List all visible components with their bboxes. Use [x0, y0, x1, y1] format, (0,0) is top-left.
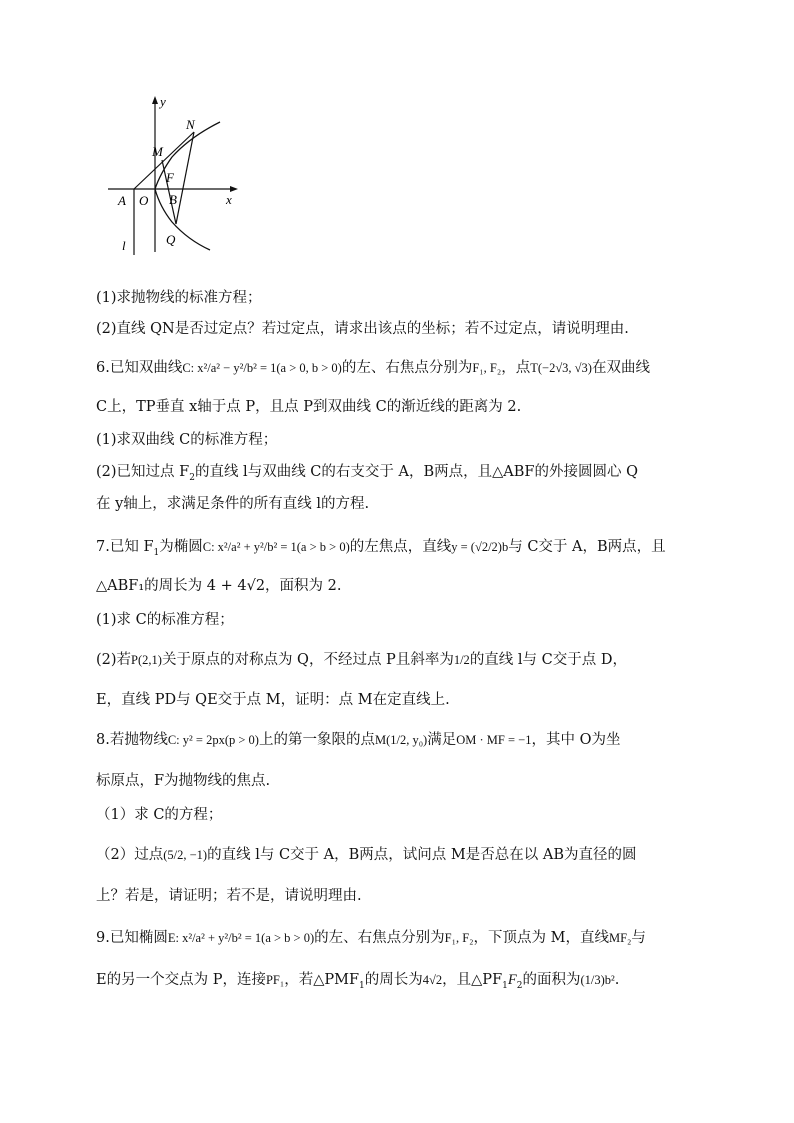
- point-p: P(2,1): [131, 653, 162, 667]
- p6-q2-line1: (2)已知过点 $F_2$的直线 l与双曲线 C的右支交于 A，B两点，且△ABF的外接圆圆心 Q: [96, 464, 638, 483]
- dot-product: OM · MF = −1: [456, 733, 532, 747]
- point-t: T(−2√3, √3): [530, 361, 592, 375]
- p7-q1: (1)求 C的标准方程；: [96, 612, 234, 628]
- p7-q2-line1: (2)若P(2,1)关于原点的对称点为 Q，不经过点 P且斜率为1/2的直线 l与 C交于点 D，: [96, 652, 627, 668]
- p9-line1: 9.已知椭圆E: x²/a² + y²/b² = 1(a > b > 0)的左、右焦点分别为F₁, F₂，下顶点为 M，直线MF₂与: [96, 930, 646, 946]
- parabola-equation-8: C: y² = 2px(p > 0): [167, 733, 259, 747]
- area-9: (1/3)b²: [580, 973, 615, 987]
- p6-line2: C上，TP垂直 x轴于点 P，且点 P到双曲线 C的渐近线的距离为 2.: [96, 399, 522, 415]
- p6-line1: 6.已知双曲线C: x²/a² − y²/b² = 1(a > 0, b > 0)的左、右焦点分别为F₁, F₂，点T(−2√3, √3)在双曲线: [96, 360, 650, 376]
- p8-q1: （1）求 C的方程；: [96, 807, 223, 823]
- p8-q2-line2: 上？若是，请证明；若不是，请说明理由.: [96, 888, 362, 904]
- p7-q2-line2: E，直线 PD与 QE交于点 M，证明：点 M在定直线上.: [96, 692, 450, 708]
- label-o: O: [139, 193, 149, 208]
- p6-q1: (1)求双曲线 C的标准方程；: [96, 432, 278, 448]
- p5-q2: (2)直线 QN是否过定点？若过定点，请求出该点的坐标；若不过定点，请说明理由.: [96, 321, 629, 337]
- label-b: B: [169, 192, 177, 207]
- p6-q2-line2: 在 y轴上，求满足条件的所有直线 l的方程.: [96, 496, 370, 512]
- p7-line1: 7.已知 $F_1$为椭圆C: x²/a² + y²/b² = 1(a > b > 0)的左焦点，直线y = (√2/2)b与 C交于 A，B两点，且: [96, 539, 666, 558]
- label-x: x: [226, 192, 232, 207]
- foci-symbol-9: F₁, F₂: [444, 931, 474, 945]
- line-equation-7: y = (√2/2)b: [451, 540, 509, 554]
- p5-q1: (1)求抛物线的标准方程；: [96, 290, 262, 306]
- p7-line2: △ABF₁的周长为 4 + 4√2，面积为 2.: [96, 578, 342, 594]
- label-y: y: [160, 94, 166, 109]
- label-a: A: [118, 193, 126, 208]
- p9-line2: E的另一个交点为 P，连接PF₁，若$\triangle PMF_1$的周长为4√2，且$\triangle PF_1F_2$的面积为(1/3)b².: [96, 972, 620, 991]
- label-m: M: [152, 144, 163, 159]
- parabola-figure: [100, 92, 250, 262]
- hyperbola-equation: C: x²/a² − y²/b² = 1(a > 0, b > 0): [182, 361, 342, 375]
- foci-symbol: F₁, F₂: [472, 361, 502, 375]
- line-mf2: MF₂: [608, 931, 632, 945]
- point-m: M(1/2, y₀): [374, 733, 428, 747]
- label-n: N: [186, 117, 195, 132]
- segment-pf1: PF₁: [265, 973, 285, 987]
- slope-half: 1/2: [453, 653, 470, 667]
- ellipse-equation-9: E: x²/a² + y²/b² = 1(a > b > 0): [167, 931, 315, 945]
- p8-line1: 8.若抛物线C: y² = 2px(p > 0)上的第一象限的点M(1/2, y₀)满足OM · MF = −1，其中 O为坐: [96, 732, 621, 748]
- label-f: F: [166, 170, 174, 185]
- label-l: l: [122, 238, 126, 253]
- y-axis-arrow: [152, 96, 158, 104]
- parabola-curve: [155, 122, 220, 250]
- ellipse-equation-7: C: x²/a² + y²/b² = 1(a > b > 0): [202, 540, 350, 554]
- perimeter-9: 4√2: [422, 973, 443, 987]
- p8-line2: 标原点，F为抛物线的焦点.: [96, 773, 271, 789]
- label-q: Q: [166, 232, 176, 247]
- p8-q2-line1: （2）过点(5/2, −1)的直线 l与 C交于 A，B两点，试问点 M是否总在以 AB为直径的圆: [96, 847, 637, 863]
- point-8: (5/2, −1): [163, 848, 208, 862]
